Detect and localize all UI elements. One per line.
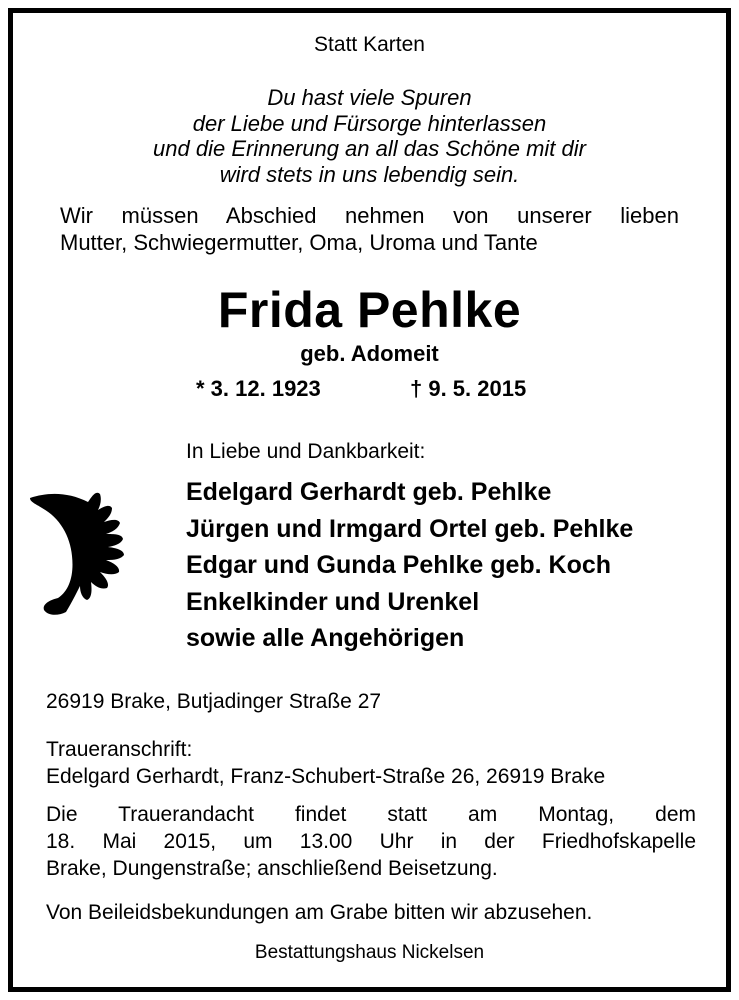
contact-value: Edelgard Gerhardt, Franz-Schubert-Straße 26, 26919 Brake [46,765,606,788]
home-address: 26919 Brake, Butjadinger Straße 27 [46,690,382,713]
intro-line: Mutter, Schwiegermutter, Oma, Uroma und Tante [60,230,538,255]
mourner-line: Edelgard Gerhardt geb. Pehlke [186,478,552,506]
mourner-line: Enkelkinder und Urenkel [186,587,480,616]
death-date: † 9. 5. 2015 [410,376,527,401]
deceased-name: Frida Pehlke [217,282,522,338]
thanks-line: In Liebe und Dankbarkeit: [186,440,426,463]
contact-label: Traueranschrift: [46,738,193,761]
poem-line: Du hast viele Spuren [267,85,472,110]
intro-line: Wir müssen Abschied nehmen von unserer lieben [60,203,679,228]
service-info [46,801,696,882]
mourners-list [186,474,633,657]
poem-line: wird stets in uns lebendig sein. [219,161,520,187]
poem-line: der Liebe und Fürsorge hinterlassen [192,110,547,136]
service-line: Brake, Dungenstraße; anschließend Beisetzung. [46,857,498,880]
service-line: Die Trauerandacht findet statt am Montag, dem [46,803,696,826]
funeral-home: Bestattungshaus Nickelsen [254,942,485,963]
poem-line: und die Erinnerung an all das Schöne mit dir [153,136,586,161]
service-line: 18. Mai 2015, um 13.00 Uhr in der Friedhofskapelle [46,830,696,853]
condolence-request: Von Beileidsbekundungen am Grabe bitten wir abzusehen. [46,901,593,924]
header-text: Statt Karten [314,33,425,56]
mourner-line: Edgar und Gunda Pehlke geb. Koch [186,551,612,579]
maiden-name: geb. Adomeit [300,341,439,366]
mourner-line: Jürgen und Irmgard Ortel geb. Pehlke [186,514,634,543]
mourner-line: sowie alle Angehörigen [186,624,465,652]
birth-date: * 3. 12. 1923 [196,376,321,401]
contact-address [46,736,696,790]
intro-text [60,202,679,256]
branch-icon [28,490,138,620]
poem [0,85,739,187]
